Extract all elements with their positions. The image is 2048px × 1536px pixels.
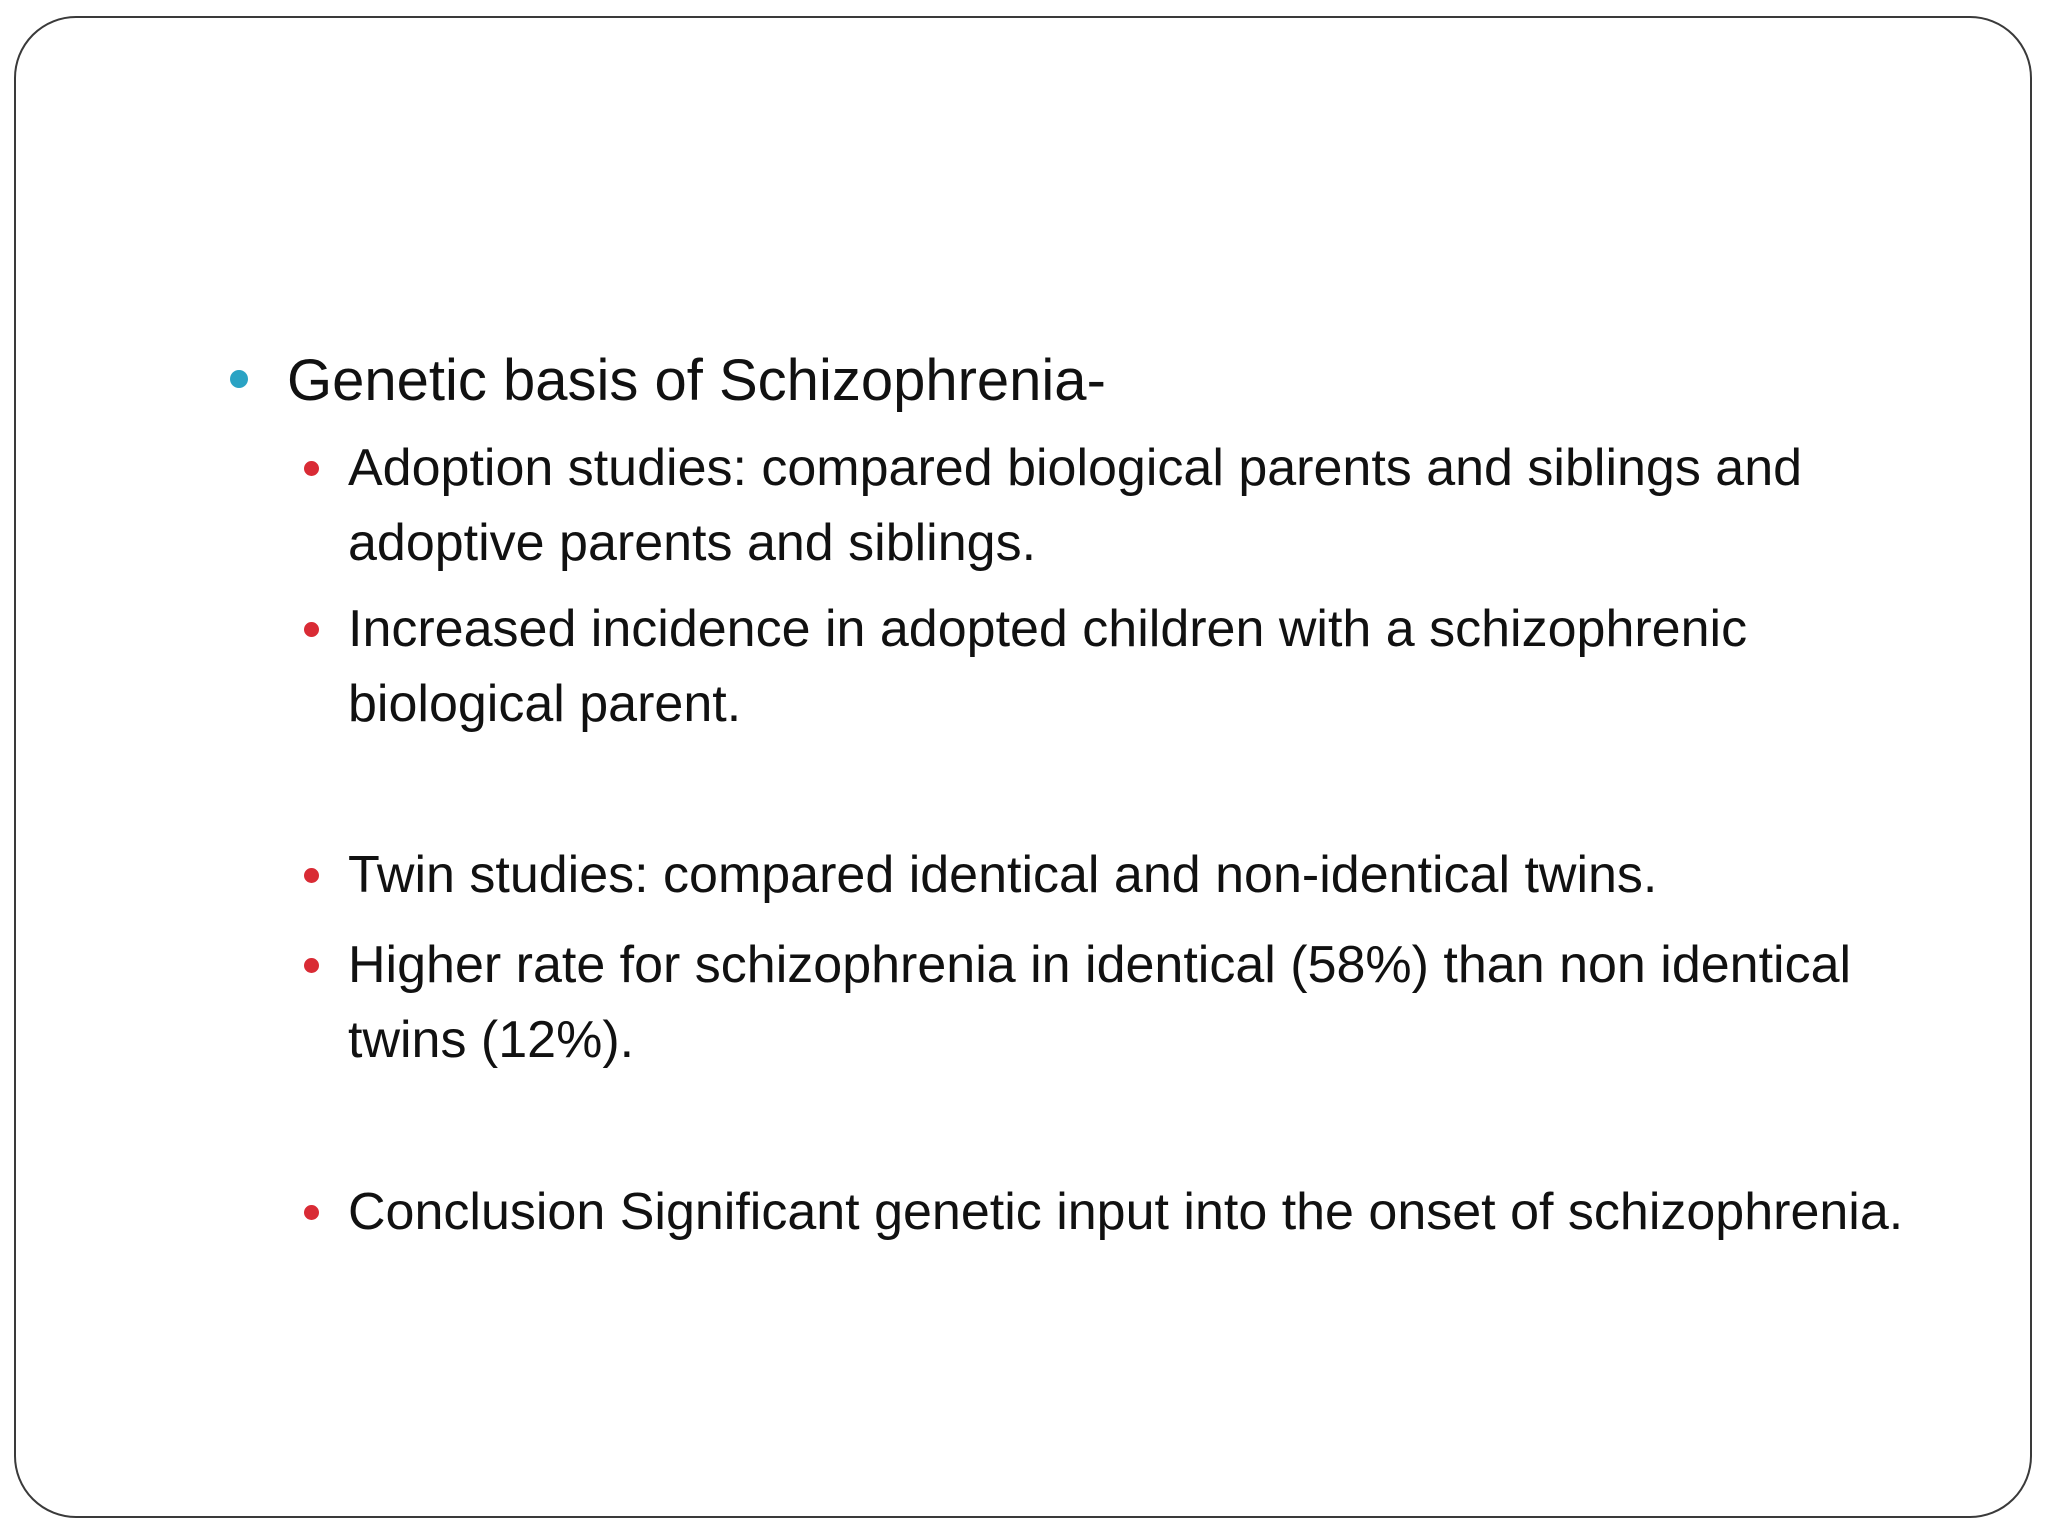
bullet-twin-studies: Twin studies: compared identical and non-identical twins. bbox=[348, 846, 1658, 904]
bullet-higher-rate: Higher rate for schizophrenia in identical (58%) than non identical twins (12%). bbox=[348, 936, 1852, 1069]
bullet-icon bbox=[304, 958, 319, 973]
slide-heading: Genetic basis of Schizophrenia- bbox=[287, 348, 1106, 413]
bullet-adoption-studies: Adoption studies: compared biological parents and siblings and adoptive parents and siblings. bbox=[348, 439, 1803, 572]
heading-bullet-icon bbox=[230, 370, 248, 388]
bullet-icon bbox=[304, 1205, 319, 1220]
bullet-conclusion: Conclusion Significant genetic input into the onset of schizophrenia. bbox=[348, 1183, 1904, 1241]
bullet-increased-incidence: Increased incidence in adopted children with a schizophrenic biological parent. bbox=[348, 600, 1748, 733]
bullet-icon bbox=[304, 622, 319, 637]
bullet-icon bbox=[304, 868, 319, 883]
bullet-icon bbox=[304, 461, 319, 476]
